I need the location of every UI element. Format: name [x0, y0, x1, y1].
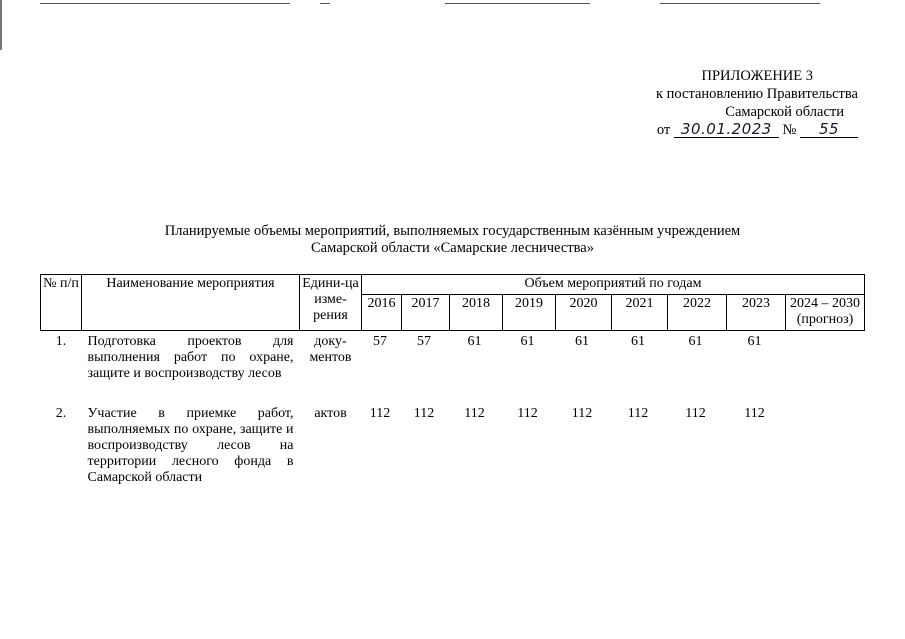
- scan-edge-left: [0, 0, 2, 50]
- row-value: 112: [464, 406, 485, 421]
- handwritten-date: 30.01.2023: [674, 121, 779, 138]
- header-year: 2021: [612, 295, 668, 331]
- header-year: 2022: [668, 295, 727, 331]
- row-value: 112: [517, 406, 538, 421]
- header-year-forecast: 2024 – 2030 (прогноз): [786, 295, 865, 331]
- appendix-block: [598, 67, 858, 139]
- header-volume-group: Объем мероприятий по годам: [362, 275, 865, 295]
- from-label: от: [656, 122, 671, 138]
- header-number: № п/п: [41, 275, 82, 331]
- row-value: 112: [413, 406, 435, 421]
- row-value: 61: [467, 334, 482, 349]
- row-value: [786, 331, 865, 383]
- document-heading: [0, 223, 905, 257]
- table-row: [41, 331, 865, 383]
- header-year: 2019: [503, 295, 556, 331]
- heading-line-2: Самарской области «Самарские лесничества»: [311, 240, 594, 256]
- row-value: [786, 403, 865, 486]
- header-year: 2020: [556, 295, 612, 331]
- appendix-region-line: Самарской области: [725, 104, 844, 120]
- row-value: 112: [571, 406, 593, 421]
- table-row: [41, 403, 865, 486]
- heading-line-1: Планируемые объемы мероприятий, выполняемых государственным казённым учреждением: [164, 223, 741, 239]
- number-label: №: [782, 122, 797, 138]
- row-value: 61: [520, 334, 535, 349]
- row-name: Подготовка проектов для выполнения работ по охране, защите и воспроизводству лесов: [87, 334, 294, 381]
- row-value: 112: [685, 406, 706, 421]
- row-unit: актов: [314, 406, 347, 421]
- row-value: 112: [744, 406, 765, 421]
- appendix-title: ПРИЛОЖЕНИЕ 3: [701, 68, 813, 84]
- row-unit: доку-ментов: [309, 334, 352, 365]
- header-year: 2018: [450, 295, 503, 331]
- row-value: 57: [373, 334, 387, 349]
- header-year: 2016: [362, 295, 402, 331]
- header-unit: Едини-ца изме-рения: [300, 275, 362, 331]
- header-year: 2023: [727, 295, 786, 331]
- row-number: 2.: [55, 406, 67, 421]
- row-value: 61: [747, 334, 762, 349]
- row-value: 112: [627, 406, 649, 421]
- row-value: 57: [417, 334, 431, 349]
- row-spacer: [41, 382, 865, 403]
- appendix-resolution-line: к постановлению Правительства: [656, 86, 858, 102]
- header-year: 2017: [402, 295, 450, 331]
- scan-edge-top: [0, 0, 905, 7]
- row-name: Участие в приемке работ, выполняемых по охране, защите и воспроизводству лесов на территории лесного фонда в Самарской области: [87, 406, 294, 485]
- row-value: 61: [575, 334, 589, 349]
- row-value: 61: [631, 334, 645, 349]
- header-name: Наименование мероприятия: [82, 275, 300, 331]
- measures-table: [40, 274, 865, 486]
- table-header-row: [41, 275, 865, 295]
- row-value: 112: [369, 406, 391, 421]
- row-number: 1.: [55, 334, 67, 349]
- appendix-date-number-line: [598, 121, 858, 139]
- handwritten-number: 55: [800, 121, 858, 138]
- row-value: 61: [688, 334, 703, 349]
